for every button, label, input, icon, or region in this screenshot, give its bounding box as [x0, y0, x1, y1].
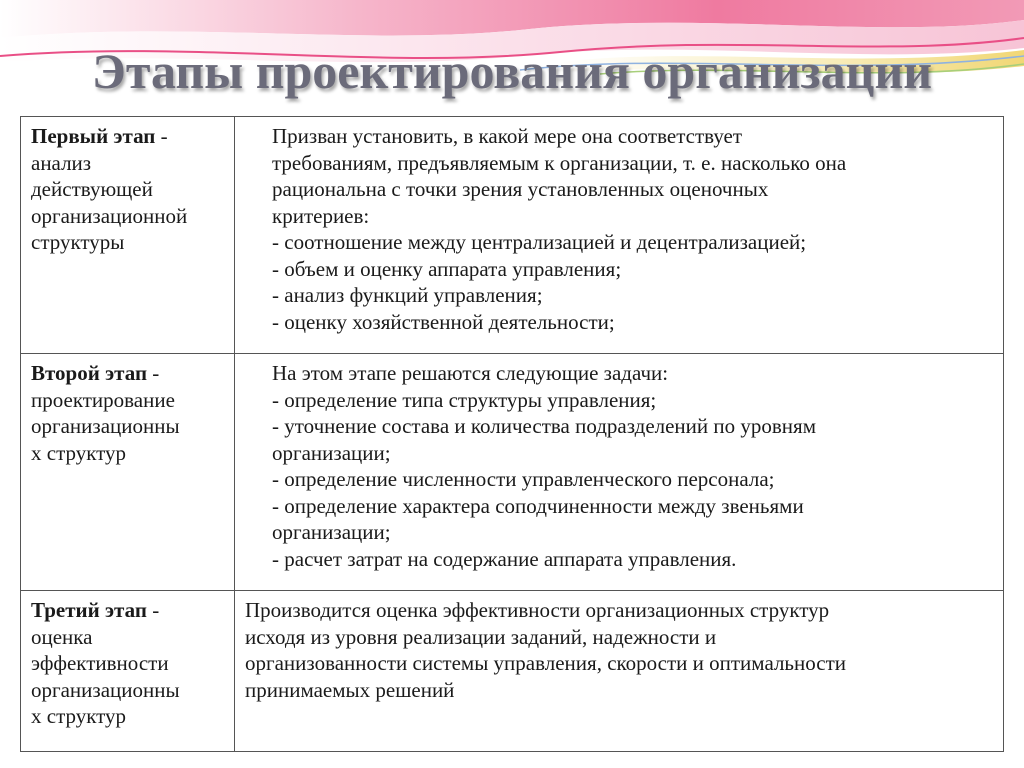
description-line: требованиям, предъявляемым к организации, т. е. насколько она	[272, 150, 847, 175]
description-line: - объем и оценку аппарата управления;	[272, 256, 622, 281]
stage-name: Второй этап	[31, 361, 148, 385]
stage-description-cell	[235, 591, 1004, 752]
slide-title: Этапы проектирования организации	[91, 43, 933, 99]
stage-label-line: структуры	[31, 230, 125, 254]
table-row	[21, 117, 1004, 354]
stage-label-cell: Третий этап - оценка эффективности организационны х структур	[21, 591, 235, 752]
stage-label-line: анализ	[31, 150, 92, 175]
description-line: - анализ функций управления;	[272, 283, 543, 307]
stage-description-cell	[235, 354, 1004, 591]
description-line: организованности системы управления, скорости и оптимальности	[245, 651, 847, 675]
description-line: Производится оценка эффективности организационных структур	[245, 598, 830, 622]
stage-label-line: организационной	[31, 203, 188, 228]
stage-label-cell: Первый этап - анализ действующей организационной структуры	[21, 117, 235, 354]
description-line: организации;	[272, 520, 391, 544]
description-line: - определение численности управленческого персонала;	[272, 467, 775, 491]
table-row	[21, 591, 1004, 752]
description-line: - расчет затрат на содержание аппарата управления.	[272, 546, 737, 571]
table-row	[21, 354, 1004, 591]
description-line: критериев:	[272, 203, 370, 228]
stage-label-line: х структур	[31, 704, 127, 728]
stage-label-line: организационны	[31, 414, 180, 438]
description-line: организации;	[272, 440, 391, 465]
stage-name: Третий этап	[31, 598, 147, 622]
description-line: рациональна с точки зрения установленных оценочных	[272, 177, 769, 201]
stage-label-line: действующей	[31, 177, 153, 201]
description-line: - определение характера соподчиненности между звеньями	[272, 493, 804, 518]
stage-label-cell: Второй этап - проектирование организационны х структур	[21, 354, 235, 591]
description-line: - оценку хозяйственной деятельности;	[272, 309, 615, 334]
stage-label-line: организационны	[31, 677, 180, 702]
stage-name: Первый этап	[31, 124, 156, 148]
stage-label-line: х структур	[31, 440, 127, 465]
description-line: исходя из уровня реализации заданий, надежности и	[245, 624, 717, 649]
stage-label-line: проектирование	[31, 387, 175, 412]
description-line: - определение типа структуры управления;	[272, 387, 657, 412]
stages-table	[20, 116, 1004, 752]
description-line: Призван установить, в какой мере она соответствует	[272, 124, 743, 148]
description-line: На этом этапе решаются следующие задачи:	[272, 361, 669, 385]
description-line: - соотношение между централизацией и децентрализацией;	[272, 230, 807, 254]
stage-label-line: эффективности	[31, 651, 169, 675]
stage-label-line: оценка	[31, 624, 93, 649]
stage-description-cell	[235, 117, 1004, 354]
description-line: принимаемых решений	[245, 677, 455, 702]
description-line: - уточнение состава и количества подразделений по уровням	[272, 414, 816, 438]
